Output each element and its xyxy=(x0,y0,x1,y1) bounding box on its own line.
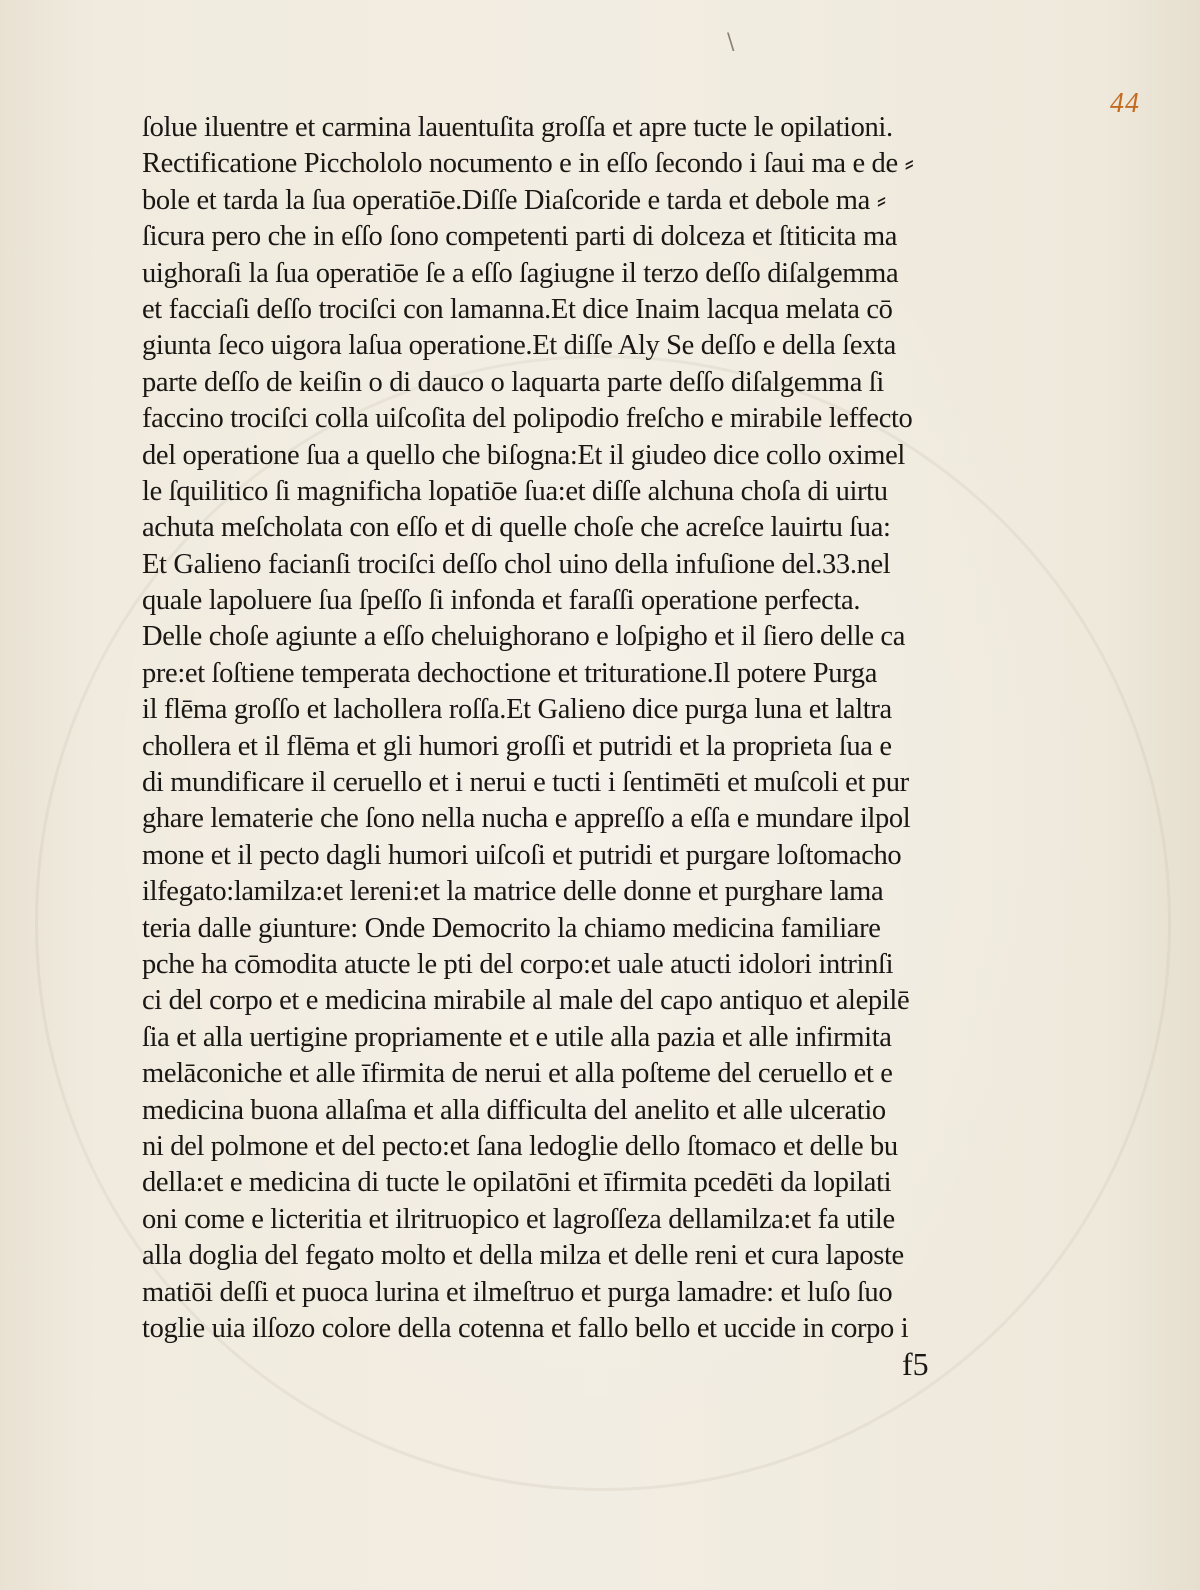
text-line: giunta ſeco uigora laſua operatione.Et diſſe Aly Se deſſo e della ſexta xyxy=(142,330,896,362)
text-line: melāconiche et alle īfirmita de nerui et alla poſteme del ceruello et e xyxy=(142,1058,893,1090)
text-line: di mundificare il ceruello et i nerui e tucti i ſentimēti et muſcoli et pur xyxy=(142,767,909,799)
text-line: le ſquilitico ſi magnificha lopatiōe ſua:et diſſe alchuna choſa di uirtu xyxy=(142,475,888,507)
text-line: parte deſſo de keiſin o di dauco o laquarta parte deſſo diſalgemma ſi xyxy=(142,366,884,398)
text-line: pche ha cōmodita atucte le pti del corpo:et uale atucti idolori intrinſi xyxy=(142,948,894,980)
text-line: oni come e licteritia et ilritruopico et lagroſſeza dellamilza:et fa utile xyxy=(142,1203,895,1235)
text-line: mone et il pecto dagli humori uiſcoſi et putridi et purgare loſtomacho xyxy=(142,839,902,871)
folio-number: 44 xyxy=(1110,88,1140,119)
text-line: uighoraſi la ſua operatiōe ſe a eſſo ſagiugne il terzo deſſo diſalgemma xyxy=(142,257,899,289)
text-line: chollera et il flēma et gli humori groſſi et putridi et la proprieta ſua e xyxy=(142,730,892,762)
text-line: ci del corpo et e medicina mirabile al male del capo antiquo et alepilē xyxy=(142,985,910,1017)
text-line: matiōi deſſi et puoca lurina et ilmeſtruo et purga lamadre: et luſo ſuo xyxy=(142,1276,893,1308)
text-line: ſia et alla uertigine propriamente et e utile alla pazia et alle infirmita xyxy=(142,1021,892,1053)
text-line: alla doglia del fegato molto et della milza et delle reni et cura laposte xyxy=(142,1240,904,1272)
text-line: della:et e medicina di tucte le opilatōni et īfirmita pcedēti da lopilati xyxy=(142,1167,892,1199)
signature-mark: f5 xyxy=(902,1346,929,1382)
text-line: bole et tarda la ſua operatiōe.Diſſe Diaſcoride e tarda et debole ma ⸗ xyxy=(142,184,886,216)
text-line: ghare lematerie che ſono nella nucha e appreſſo a eſſa e mundare ilpol xyxy=(142,803,911,835)
text-line: il flēma groſſo et lachollera roſſa.Et Galieno dice purga luna et laltra xyxy=(142,694,892,726)
text-line: medicina buona allaſma et alla difficulta del anelito et alle ulceratio xyxy=(142,1094,886,1126)
text-line: achuta meſcholata con eſſo et di quelle choſe che acreſce lauirtu ſua: xyxy=(142,512,891,544)
body-text xyxy=(142,110,972,1347)
text-line: Delle choſe agiunte a eſſo cheluighorano e loſpigho et il ſiero delle ca xyxy=(142,621,906,653)
text-line: del operatione ſua a quello che biſogna:Et il giudeo dice collo oximel xyxy=(142,439,905,471)
text-line: et facciaſi deſſo trociſci con lamanna.Et dice Inaim lacqua melata cō xyxy=(142,293,893,325)
text-line: pre:et ſoſtiene temperata dechoctione et trituratione.Il potere Purga xyxy=(142,657,878,689)
text-line: faccino trociſci colla uiſcoſita del polipodio freſcho e mirabile leffecto xyxy=(142,403,913,435)
text-line: teria dalle giunture: Onde Democrito la chiamo medicina familiare xyxy=(142,912,881,944)
text-line: ſolue iluentre et carmina lauentuſita groſſa et apre tucte le opilationi. xyxy=(142,112,893,143)
text-line: ni del polmone et del pecto:et ſana ledoglie dello ſtomaco et delle bu xyxy=(142,1130,898,1162)
text-line: toglie uia ilſozo colore della cotenna et fallo bello et uccide in corpo i xyxy=(142,1312,909,1344)
top-mark: \ xyxy=(727,30,735,55)
text-line: Et Galieno facianſi trociſci deſſo chol uino della infuſione del.33.nel xyxy=(142,548,891,580)
text-line: quale lapoluere ſua ſpeſſo ſi infonda et faraſſi operatione perfecta. xyxy=(142,585,861,617)
text-line: ſicura pero che in eſſo ſono competenti parti di dolceza et ſtiticita ma xyxy=(142,221,898,253)
text-line: ilfegato:lamilza:et lereni:et la matrice delle donne et purghare lama xyxy=(142,876,884,908)
text-line: Rectificatione Picchololo nocumento e in eſſo ſecondo i ſaui ma e de ⸗ xyxy=(142,148,914,180)
